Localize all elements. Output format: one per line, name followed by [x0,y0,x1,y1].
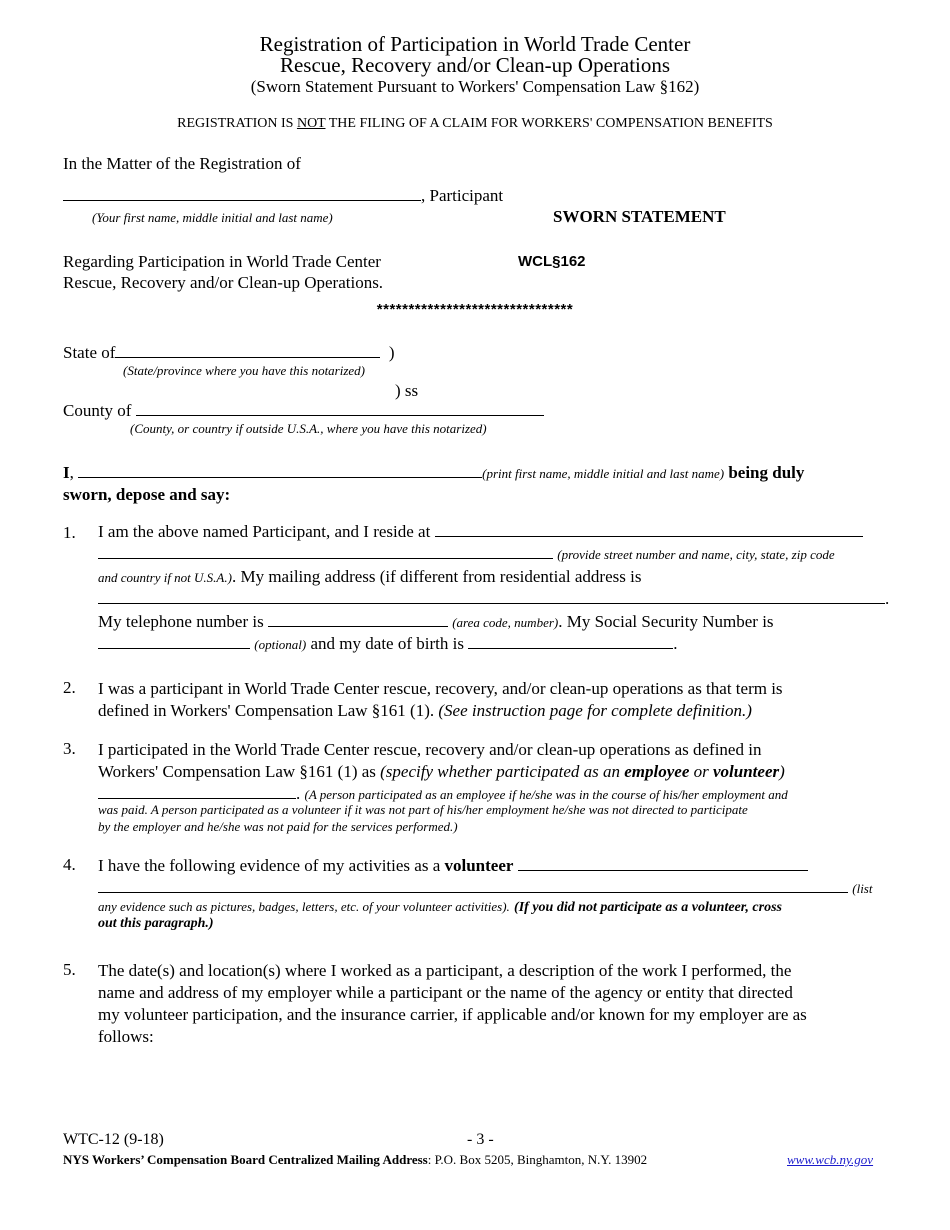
address-hint: (provide street number and name, city, state, zip code [557,547,835,562]
being-duly: being duly [728,463,805,482]
state-label: State of [63,343,116,362]
form-id: WTC-12 (9-18) [63,1131,164,1148]
item1-reside: I am the above named Participant, and I reside at [98,522,431,541]
item4-cross-out: (If you did not participate as a volunteer, cross [514,900,782,915]
telephone-label: My telephone number is [98,612,264,631]
ssn-label: . My Social Security Number is [558,612,774,631]
item2-definition: defined in Workers' Compensation Law §161 (1). [98,701,435,720]
oath-comma: , [69,463,74,482]
item3-law: Workers' Compensation Law §161 (1) as [98,762,376,781]
item4-line2 [98,877,872,898]
dob-label: and my date of birth is [310,634,464,653]
residence-field[interactable] [435,521,863,537]
item3-note2: was paid. A person participated as a volunteer if it was not part of his/her employment he/she was not directed to participate [98,802,748,817]
item4-evidence: I have the following evidence of my activities as a [98,856,441,875]
sworn-depose: sworn, depose and say: [63,485,231,504]
page-number: - 3 - [467,1131,494,1148]
participant-name-field[interactable] [63,185,421,201]
sworn-statement-heading: SWORN STATEMENT [553,207,726,226]
telephone-hint: (area code, number) [452,615,559,630]
county-line [63,400,544,421]
evidence-field-2[interactable] [98,877,848,893]
print-name-field[interactable] [78,462,482,478]
form-title-line2: Rescue, Recovery and/or Clean-up Operations [279,53,671,77]
item4-cross-out-2: out this paragraph.) [98,916,214,931]
ss-label: ) ss [395,381,419,400]
item1-line4 [98,588,889,610]
participant-label: , Participant [421,186,504,205]
print-name-hint: (print first name, middle initial and last name) [482,466,725,481]
county-field[interactable] [136,400,544,416]
form-subtitle: (Sworn Statement Pursuant to Workers' Compensation Law §162) [250,77,700,96]
state-line [63,342,395,363]
item5-line4: follows: [98,1027,154,1046]
item3-employee: employee [624,762,690,781]
item3-line1: I participated in the World Trade Center rescue, recovery and/or clean-up operations as defined in [98,740,762,759]
website-link[interactable]: www.wcb.ny.gov [787,1152,874,1167]
regarding-line1: Regarding Participation in World Trade Center [63,252,381,271]
item1-line3 [98,566,641,589]
item3-note3: by the employer and he/she was not paid for the services performed.) [98,819,458,834]
item1-line1 [98,521,863,543]
item3-period: . [296,784,301,803]
item4-volunteer: volunteer [444,856,514,875]
item2-line1: I was a participant in World Trade Center rescue, recovery, and/or clean-up operations as that term is [98,679,783,698]
item5-line3: my volunteer participation, and the insurance carrier, if applicable and/or known for my employer are as [98,1005,807,1024]
item1-line5 [98,611,774,634]
item4-number: 4. [63,855,76,874]
ssn-optional-hint: (optional) [254,637,307,652]
item2-instruction: (See instruction page for complete definition.) [438,701,752,720]
participation-type-field[interactable] [98,783,296,799]
county-hint: (County, or country if outside U.S.A., where you have this notarized) [130,421,487,436]
item4-line1 [98,855,808,877]
notice-pre: REGISTRATION IS [177,116,297,131]
item3-line2 [98,761,785,783]
item3-number: 3. [63,739,76,758]
item4-line3 [98,897,782,917]
telephone-field[interactable] [268,611,448,627]
item4-note: any evidence such as pictures, badges, letters, etc. of your volunteer activities). [98,899,510,914]
mailing-address-label: . My mailing address (if different from residential address is [231,567,642,586]
participant-name-hint: (Your first name, middle initial and last name) [92,210,333,225]
form-title-line1: Registration of Participation in World Trade Center [259,32,691,56]
address-text: : P.O. Box 5205, Binghamton, N.Y. 13902 [427,1152,648,1167]
mailing-address-field[interactable] [98,588,885,604]
residence-field-2[interactable] [98,543,553,559]
item3-specify: (specify whether participated as an [380,762,620,781]
address-label: NYS Workers’ Compensation Board Centralized Mailing Address [63,1152,428,1167]
oath-i: I [63,463,70,482]
item5-line1: The date(s) and location(s) where I worked as a participant, a description of the work I performed, the [98,961,792,980]
mailing-address-footer [63,1152,647,1168]
item1-line2 [98,543,835,566]
state-paren: ) [388,343,395,362]
oath-line [63,462,804,483]
mailing-period: . [885,589,890,608]
ssn-field[interactable] [98,633,250,649]
item1-line6 [98,633,677,656]
item1-number: 1. [63,523,76,542]
item3-or: or [693,762,709,781]
item5-number: 5. [63,960,76,979]
item4-list: (list [852,881,873,896]
county-label: County of [63,401,132,420]
matter-label: In the Matter of the Registration of [63,154,301,173]
separator-stars: ******************************* [376,301,574,318]
dob-field[interactable] [468,633,673,649]
item3-volunteer: volunteer [713,762,780,781]
notice-not: NOT [296,116,326,131]
dob-period: . [673,634,678,653]
notice-post: THE FILING OF A CLAIM FOR WORKERS' COMPENSATION BENEFITS [325,116,773,131]
wcl-reference: WCL§162 [518,253,586,270]
regarding-line2: Rescue, Recovery and/or Clean-up Operations. [63,273,384,292]
item5-line2: name and address of my employer while a participant or the name of the agency or entity that directed [98,983,793,1002]
address-hint-2: and country if not U.S.A.) [98,570,232,585]
participant-line [63,185,503,206]
state-field[interactable] [115,342,380,358]
item2-number: 2. [63,678,76,697]
evidence-field[interactable] [518,855,808,871]
item3-close: ) [779,762,785,781]
item3-note1: (A person participated as an employee if he/she was in the course of his/her employment and [304,787,788,802]
item2-line2 [98,700,752,722]
state-hint: (State/province where you have this notarized) [123,363,366,378]
registration-notice [0,116,950,132]
